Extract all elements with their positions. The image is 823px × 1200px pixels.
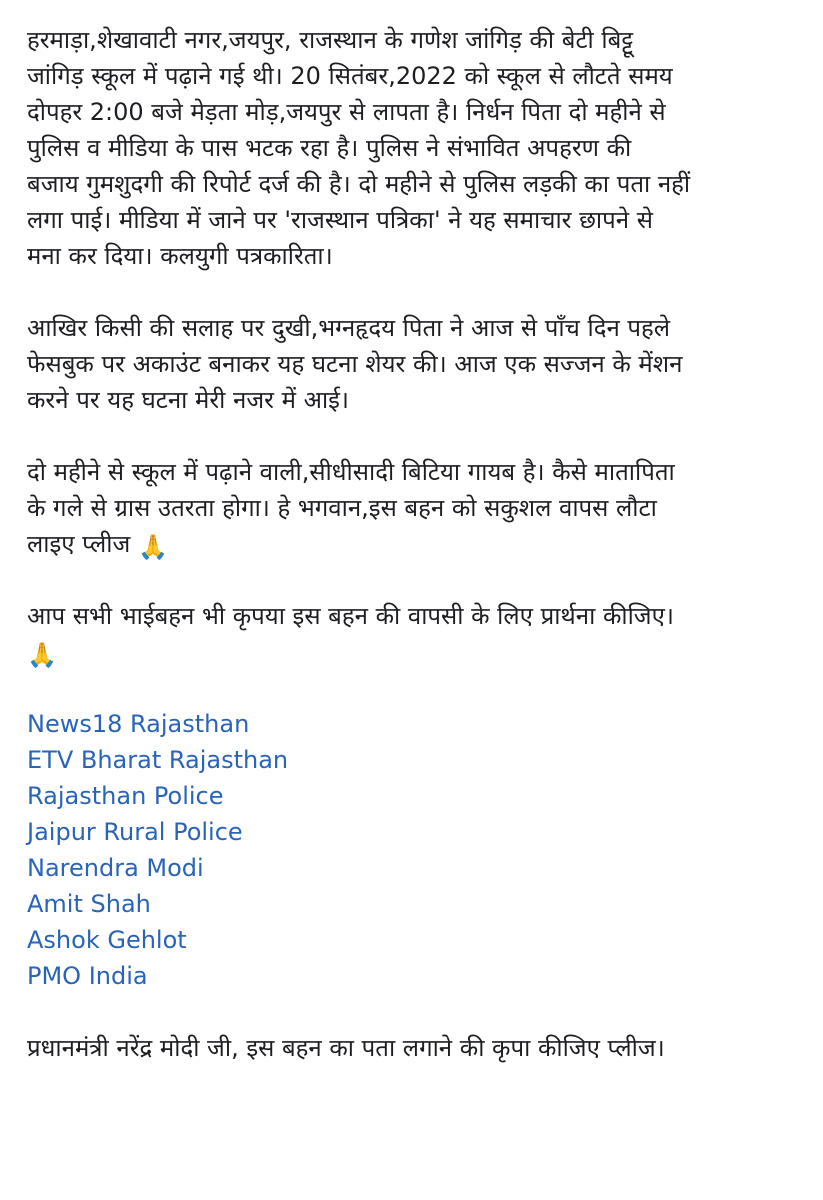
text-line: आखिर किसी की सलाह पर दुखी,भग्नहृदय पिता ने आज से पाँच दिन पहले [27, 314, 671, 342]
text-line: बजाय गुमशुदगी की रिपोर्ट दर्ज की है। दो महीने से पुलिस लड़की का पता नहीं [27, 170, 691, 198]
emoji-line [27, 634, 807, 670]
text-line-with-emoji [27, 526, 807, 562]
mention-link-news18-rajasthan[interactable]: News18 Rajasthan [27, 710, 250, 738]
text-line: लगा पाई। मीडिया में जाने पर 'राजस्थान पत्रिका' ने यह समाचार छापने से [27, 206, 653, 234]
text-line: पुलिस व मीडिया के पास भटक रहा है। पुलिस ने संभावित अपहरण की [27, 134, 632, 162]
paragraph-3 [27, 454, 807, 562]
text-fragment: लाइए प्लीज [27, 530, 131, 558]
text-line: के गले से ग्रास उतरता होगा। हे भगवान,इस बहन को सकुशल वापस लौटा [27, 494, 657, 522]
text-line: दो महीने से स्कूल में पढ़ाने वाली,सीधीसादी बिटिया गायब है। कैसे मातापिता [27, 458, 675, 486]
mention-link-jaipur-rural-police[interactable]: Jaipur Rural Police [27, 818, 243, 846]
mention-link-ashok-gehlot[interactable]: Ashok Gehlot [27, 926, 187, 954]
mention-link-rajasthan-police[interactable]: Rajasthan Police [27, 782, 224, 810]
mentions-list [27, 706, 807, 994]
mention-link-amit-shah[interactable]: Amit Shah [27, 890, 151, 918]
text-line: फेसबुक पर अकाउंट बनाकर यह घटना शेयर की। आज एक सज्जन के मेंशन [27, 350, 683, 378]
text-line: मना कर दिया। कलयुगी पत्रकारिता। [27, 242, 333, 270]
text-line: आप सभी भाईबहन भी कृपया इस बहन की वापसी के लिए प्रार्थना कीजिए। [27, 602, 674, 630]
folded-hands-icon: 🙏 [137, 533, 168, 561]
paragraph-2 [27, 310, 807, 418]
mention-link-etv-bharat-rajasthan[interactable]: ETV Bharat Rajasthan [27, 746, 289, 774]
paragraph-4 [27, 598, 807, 670]
paragraph-1 [27, 22, 807, 274]
text-line: करने पर यह घटना मेरी नजर में आई। [27, 386, 349, 414]
mention-link-pmo-india[interactable]: PMO India [27, 962, 148, 990]
folded-hands-icon: 🙏 [27, 641, 57, 669]
text-line: हरमाड़ा,शेखावाटी नगर,जयपुर, राजस्थान के गणेश जांगिड़ की बेटी बिट्टू [27, 26, 634, 54]
closing-line: प्रधानमंत्री नरेंद्र मोदी जी, इस बहन का पता लगाने की कृपा कीजिए प्लीज। [27, 1034, 665, 1062]
post-body [27, 22, 807, 1066]
text-line: दोपहर 2:00 बजे मेड़ता मोड़,जयपुर से लापता है। निर्धन पिता दो महीने से [27, 98, 666, 126]
mention-link-narendra-modi[interactable]: Narendra Modi [27, 854, 204, 882]
text-line: जांगिड़ स्कूल में पढ़ाने गई थी। 20 सितंबर,2022 को स्कूल से लौटते समय [27, 62, 673, 90]
